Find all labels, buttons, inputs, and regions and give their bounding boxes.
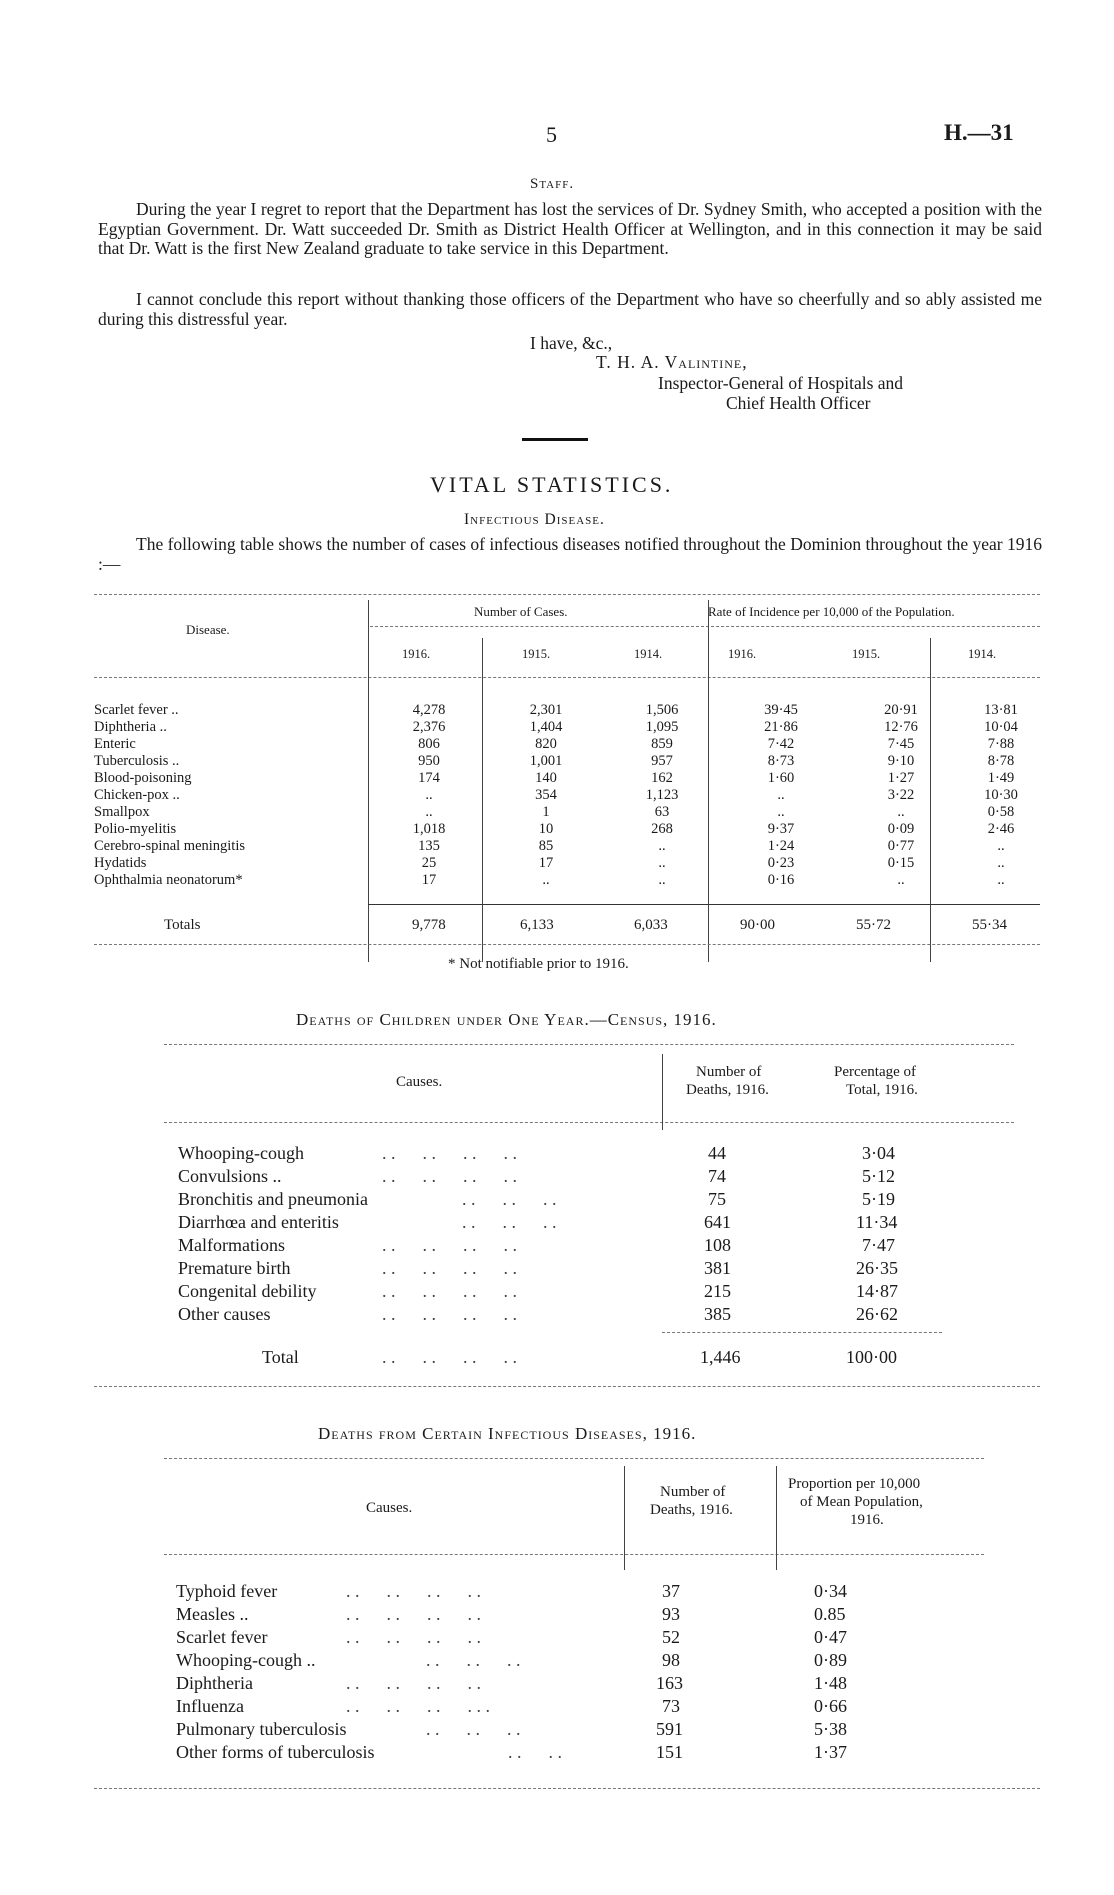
rate-1915: 7·45 <box>887 736 915 752</box>
table-row <box>0 1280 1114 1303</box>
total-row <box>0 1346 1114 1369</box>
cases-1914: 1,506 <box>645 702 679 718</box>
cases-1915: 10 <box>538 821 554 837</box>
table-row <box>0 1672 1114 1695</box>
leader-dots: . . . . . . . . <box>382 1304 517 1324</box>
cause: Premature birth <box>178 1258 291 1278</box>
proportion: 5·38 <box>814 1719 847 1739</box>
cases-1914: .. <box>658 855 666 871</box>
disease-name: Cerebro-spinal meningitis <box>94 838 246 854</box>
table-row <box>94 753 1040 770</box>
total-label: Total <box>262 1347 299 1367</box>
table1-year-c1914: 1914. <box>634 647 663 661</box>
cases-1915: 354 <box>535 787 557 803</box>
table3-bottom-rule <box>94 1788 1040 1789</box>
table-row <box>0 1603 1114 1626</box>
infectious-disease-subtitle: Infectious Disease. <box>464 511 605 528</box>
leader-dots: . . . . . . <box>462 1212 557 1232</box>
table1-totals-rule <box>368 904 1040 905</box>
vital-statistics-intro: The following table shows the number of cases of infectious diseases notified throughout the Dominion throughout the year 1916 :— <box>98 534 1042 574</box>
rate-1914: 10·30 <box>984 787 1018 803</box>
leader-dots: . . . . . . . . <box>346 1581 481 1601</box>
cause: Other forms of tuberculosis <box>176 1742 375 1762</box>
leader-dots: . . . . . . <box>462 1189 557 1209</box>
table2-header-rule <box>164 1122 1014 1123</box>
deaths: 73 <box>662 1696 680 1716</box>
cases-1914: 63 <box>654 804 670 820</box>
table-row <box>0 1257 1114 1280</box>
closing-line: I have, &c., <box>530 333 613 353</box>
percentage: 5·12 <box>862 1166 895 1186</box>
percentage: 26·35 <box>856 1258 898 1278</box>
cause: Measles .. <box>176 1604 249 1624</box>
infectious-deaths-title: Deaths from Certain Infectious Diseases, 1916. <box>318 1424 697 1443</box>
cases-1914: 957 <box>651 753 673 769</box>
table2-bottom-rule <box>94 1386 1040 1387</box>
cause: Convulsions .. <box>178 1166 282 1186</box>
rate-1916: 39·45 <box>764 702 798 718</box>
table2-col-deaths-1: Number of <box>696 1064 762 1080</box>
rate-1914: 13·81 <box>984 702 1018 718</box>
cause: Whooping-cough .. <box>176 1650 316 1670</box>
percentage: 26·62 <box>856 1304 898 1324</box>
disease-name: Polio-myelitis <box>94 821 177 837</box>
signature-title-1: Inspector-General of Hospitals and <box>658 373 904 393</box>
table-row <box>0 1211 1114 1234</box>
table1-col-disease: Disease. <box>186 622 230 637</box>
table3-divider-1 <box>624 1466 625 1570</box>
totals-rate-1914: 55·34 <box>972 917 1007 933</box>
leader-dots: . . . . . . . . <box>346 1673 481 1693</box>
table-row <box>0 1142 1114 1165</box>
deaths: 163 <box>656 1673 683 1693</box>
table-row <box>0 1649 1114 1672</box>
cases-1914: 859 <box>651 736 673 752</box>
leader-dots: . . . . . . . . . <box>346 1696 490 1716</box>
percentage: 11·34 <box>856 1212 898 1232</box>
percentage: 14·87 <box>856 1281 898 1301</box>
cases-1916: 806 <box>418 736 440 752</box>
deaths: 591 <box>656 1719 683 1739</box>
table-row <box>0 1188 1114 1211</box>
totals-label: Totals <box>164 917 201 933</box>
cause: Bronchitis and pneumonia <box>178 1189 368 1209</box>
percentage: 3·04 <box>862 1143 895 1163</box>
table3-col-deaths-1: Number of <box>660 1484 726 1500</box>
rate-1914: .. <box>997 838 1005 854</box>
table-row <box>94 872 1040 889</box>
table3-top-rule <box>164 1458 984 1459</box>
table3-col-causes: Causes. <box>366 1500 413 1516</box>
rate-1916: 7·42 <box>767 736 795 752</box>
rate-1916: 1·24 <box>767 838 795 854</box>
rate-1915: 1·27 <box>887 770 915 786</box>
page-number: 5 <box>546 122 557 147</box>
cause: Malformations <box>178 1235 285 1255</box>
table3-header-rule <box>164 1554 984 1555</box>
rate-1916: 8·73 <box>767 753 795 769</box>
totals-cases-1916: 9,778 <box>412 917 446 933</box>
table-row <box>0 1580 1114 1603</box>
cause: Congenital debility <box>178 1281 317 1301</box>
cause: Scarlet fever <box>176 1627 268 1647</box>
deaths: 44 <box>708 1143 726 1163</box>
table-row <box>0 1165 1114 1188</box>
cases-1915: 820 <box>535 736 557 752</box>
rate-1915: 0·77 <box>887 838 915 854</box>
deaths: 108 <box>704 1235 731 1255</box>
cases-1916: 17 <box>421 872 437 888</box>
deaths: 641 <box>704 1212 731 1232</box>
table3-divider-2 <box>776 1466 777 1570</box>
table1-group-cases: Number of Cases. <box>474 604 568 619</box>
rate-1914: 2·46 <box>987 821 1015 837</box>
rate-1914: .. <box>997 872 1005 888</box>
table-row <box>94 719 1040 736</box>
cases-1916: 174 <box>418 770 440 786</box>
table2-top-rule <box>164 1044 1014 1045</box>
staff-paragraph-2: I cannot conclude this report without thanking those officers of the Department who have so cheerfully and so ably assisted me during this distressful year. <box>98 289 1042 329</box>
leader-dots: . . . . . . . . <box>382 1235 517 1255</box>
deaths: 215 <box>704 1281 731 1301</box>
leader-dots: . . . . . . . . <box>382 1281 517 1301</box>
section-divider <box>522 438 588 441</box>
table-row <box>94 804 1040 821</box>
deaths: 385 <box>704 1304 731 1324</box>
table-row <box>94 736 1040 753</box>
table-row <box>94 787 1040 804</box>
leader-dots: . . . . . . <box>426 1719 521 1739</box>
cases-1915: 17 <box>538 855 554 871</box>
table1-year-r1914: 1914. <box>968 647 997 661</box>
document-code: H.—31 <box>944 120 1014 145</box>
table-row <box>94 770 1040 787</box>
disease-name: Tuberculosis .. <box>94 753 180 769</box>
totals-cases-1914: 6,033 <box>634 917 668 933</box>
table1-year-c1916: 1916. <box>402 647 431 661</box>
table3-col-prop-3: 1916. <box>850 1512 884 1528</box>
table2-col-pct-2: Total, 1916. <box>846 1082 918 1098</box>
children-deaths-title: Deaths of Children under One Year.—Census, 1916. <box>296 1010 717 1029</box>
rate-1916: 9·37 <box>767 821 795 837</box>
table1-year-c1915: 1915. <box>522 647 551 661</box>
cases-1915: .. <box>542 872 550 888</box>
rate-1915: 20·91 <box>884 702 918 718</box>
cause: Typhoid fever <box>176 1581 278 1601</box>
disease-name: Hydatids <box>94 855 147 871</box>
cases-1916: 1,018 <box>412 821 446 837</box>
table1-bottom-rule <box>94 944 1040 945</box>
table2-divider <box>662 1054 663 1130</box>
cases-1916: .. <box>425 804 433 820</box>
cause: Pulmonary tuberculosis <box>176 1719 347 1739</box>
rate-1914: 8·78 <box>987 753 1015 769</box>
cases-1915: 1,001 <box>529 753 563 769</box>
rate-1914: 0·58 <box>987 804 1015 820</box>
cases-1914: .. <box>658 838 666 854</box>
disease-name: Chicken-pox .. <box>94 787 180 803</box>
cases-1915: 85 <box>538 838 554 854</box>
total-percentage: 100·00 <box>846 1347 897 1367</box>
table-row <box>0 1303 1114 1326</box>
table3-col-prop-2: of Mean Population, <box>800 1494 923 1510</box>
cases-1915: 1 <box>542 804 550 820</box>
proportion: 0.85 <box>814 1604 846 1624</box>
cause: Diphtheria <box>176 1673 253 1693</box>
rate-1916: 0·16 <box>767 872 795 888</box>
leader-dots: . . . . . . <box>426 1650 521 1670</box>
table1-header-rule <box>94 677 1040 678</box>
deaths: 98 <box>662 1650 680 1670</box>
footnote: * Not notifiable prior to 1916. <box>448 956 629 972</box>
disease-name: Ophthalmia neonatorum* <box>94 872 243 888</box>
table1-group-rule <box>370 626 1040 627</box>
total-deaths: 1,446 <box>700 1347 741 1367</box>
totals-rate-1916: 90·00 <box>740 917 775 933</box>
rate-1915: 0·09 <box>887 821 915 837</box>
table3-col-prop-1: Proportion per 10,000 <box>788 1476 921 1492</box>
table-row <box>0 1718 1114 1741</box>
percentage: 7·47 <box>862 1235 895 1255</box>
rate-1916: .. <box>777 804 785 820</box>
staff-paragraph-1: During the year I regret to report that the Department has lost the services of Dr. Sydney Smith, who accepted a position with the Egyptian Government. Dr. Watt succeeded Dr. Smith as District Health Officer at Wellington, and in this connection it may be said that Dr. Watt is the first New Zealand graduate to take service in this Department. <box>98 199 1042 258</box>
rate-1915: 3·22 <box>887 787 915 803</box>
table-row <box>0 1695 1114 1718</box>
rate-1914: 7·88 <box>987 736 1015 752</box>
totals-cases-1915: 6,133 <box>520 917 554 933</box>
totals-rate-1915: 55·72 <box>856 917 891 933</box>
rate-1916: 1·60 <box>767 770 795 786</box>
rate-1916: 0·23 <box>767 855 795 871</box>
table1-year-r1916: 1916. <box>728 647 757 661</box>
table2-col-causes: Causes. <box>396 1074 443 1090</box>
rate-1916: .. <box>777 787 785 803</box>
table-row <box>94 702 1040 719</box>
rate-1915: 12·76 <box>884 719 918 735</box>
leader-dots: . . . . . . . . <box>382 1258 517 1278</box>
leader-dots: . . . . . . . . <box>346 1627 481 1647</box>
cases-1916: .. <box>425 787 433 803</box>
leader-dots: . . . . . . . . <box>346 1604 481 1624</box>
deaths: 93 <box>662 1604 680 1624</box>
proportion: 1·48 <box>814 1673 847 1693</box>
deaths: 75 <box>708 1189 726 1209</box>
deaths: 151 <box>656 1742 683 1762</box>
proportion: 0·66 <box>814 1696 847 1716</box>
table2-col-deaths-2: Deaths, 1916. <box>686 1082 769 1098</box>
leader-dots: . . . . . . . . <box>382 1347 517 1367</box>
table2-total-rule <box>662 1332 942 1333</box>
cases-1915: 1,404 <box>529 719 563 735</box>
infectious-disease-table <box>94 702 1040 889</box>
table-row <box>94 821 1040 838</box>
vital-statistics-title: VITAL STATISTICS. <box>430 472 674 497</box>
cases-1916: 4,278 <box>412 702 446 718</box>
rate-1915: .. <box>897 872 905 888</box>
table-row <box>0 1626 1114 1649</box>
rate-1916: 21·86 <box>764 719 798 735</box>
cases-1916: 25 <box>421 855 437 871</box>
leader-dots: . . . . . . . . <box>382 1166 517 1186</box>
cases-1914: 1,123 <box>645 787 679 803</box>
cases-1916: 2,376 <box>412 719 446 735</box>
cases-1915: 2,301 <box>529 702 563 718</box>
proportion: 1·37 <box>814 1742 847 1762</box>
disease-name: Diphtheria .. <box>94 719 167 735</box>
deaths: 37 <box>662 1581 680 1601</box>
rate-1914: .. <box>997 855 1005 871</box>
rate-1914: 10·04 <box>984 719 1018 735</box>
signature-title-2: Chief Health Officer <box>726 393 871 413</box>
staff-heading: Staff. <box>530 176 575 192</box>
disease-name: Scarlet fever .. <box>94 702 179 718</box>
disease-name: Blood-poisoning <box>94 770 192 786</box>
table1-group-rate: Rate of Incidence per 10,000 of the Population. <box>708 604 955 619</box>
cause: Other causes <box>178 1304 271 1324</box>
table-row <box>0 1234 1114 1257</box>
table-row <box>94 855 1040 872</box>
cases-1916: 135 <box>418 838 440 854</box>
table1-year-r1915: 1915. <box>852 647 881 661</box>
disease-name: Smallpox <box>94 804 150 820</box>
cases-1915: 140 <box>535 770 557 786</box>
rate-1915: 0·15 <box>887 855 915 871</box>
signature-name: T. H. A. Valintine, <box>596 352 748 372</box>
table-row <box>0 1741 1114 1764</box>
proportion: 0·34 <box>814 1581 847 1601</box>
deaths: 52 <box>662 1627 680 1647</box>
cases-1914: 1,095 <box>645 719 679 735</box>
table3-col-deaths-2: Deaths, 1916. <box>650 1502 733 1518</box>
cause: Diarrhœa and enteritis <box>178 1212 339 1232</box>
cause: Whooping-cough <box>178 1143 304 1163</box>
deaths: 74 <box>708 1166 726 1186</box>
cases-1914: .. <box>658 872 666 888</box>
rate-1915: .. <box>897 804 905 820</box>
proportion: 0·89 <box>814 1650 847 1670</box>
cause: Influenza <box>176 1696 244 1716</box>
deaths: 381 <box>704 1258 731 1278</box>
cases-1914: 268 <box>651 821 673 837</box>
rate-1915: 9·10 <box>887 753 915 769</box>
percentage: 5·19 <box>862 1189 895 1209</box>
leader-dots: . . . . <box>508 1742 562 1762</box>
proportion: 0·47 <box>814 1627 847 1647</box>
table-row <box>94 838 1040 855</box>
rate-1914: 1·49 <box>987 770 1015 786</box>
leader-dots: . . . . . . . . <box>382 1143 517 1163</box>
disease-name: Enteric <box>94 736 136 752</box>
table1-top-rule <box>94 594 1040 595</box>
table2-col-pct-1: Percentage of <box>834 1064 917 1080</box>
cases-1916: 950 <box>418 753 440 769</box>
cases-1914: 162 <box>651 770 673 786</box>
